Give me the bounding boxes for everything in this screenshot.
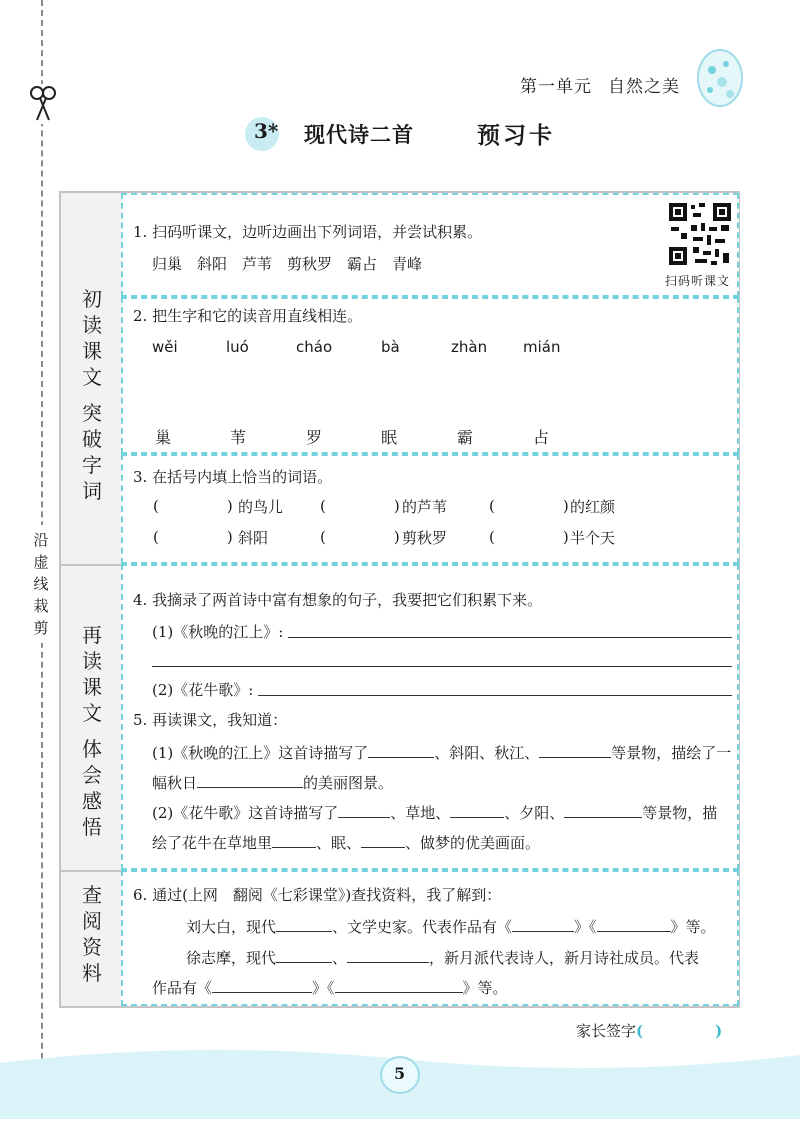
scissors-icon: [28, 84, 58, 124]
answer-blank[interactable]: [361, 831, 405, 848]
hanzi-item: 眠: [381, 428, 398, 447]
question-4-poem-1: (1)《秋晚的江上》:: [152, 623, 284, 641]
answer-blank[interactable]: [338, 801, 390, 818]
question-6-line-2: 徐志摩，现代 、 ，新月派代表诗人，新月诗社成员。代表: [186, 946, 699, 968]
hanzi-item: 霸: [457, 428, 474, 447]
phrase-item: 的红颜: [570, 498, 616, 516]
answer-line[interactable]: [152, 666, 732, 667]
question-1-words: 归巢 斜阳 芦苇 剪秋罗 霸占 青峰: [152, 255, 423, 273]
lesson-title: 现代诗二首: [304, 123, 414, 147]
pinyin-item: cháo: [296, 338, 333, 356]
pinyin-item: wěi: [152, 338, 178, 356]
answer-blank[interactable]: [212, 976, 312, 993]
page-number: 5: [394, 1064, 406, 1083]
answer-blank[interactable]: [335, 976, 463, 993]
answer-line[interactable]: [258, 695, 732, 696]
section-divider: [59, 564, 121, 566]
answer-blank[interactable]: [539, 741, 611, 758]
section-label-second-reading: 再 读 课 文 体 会 感 悟: [82, 623, 102, 839]
phrase-item: 的鸟儿: [238, 498, 284, 516]
answer-blank[interactable]: ( ): [489, 528, 569, 546]
unit-name: 第一单元: [520, 77, 592, 97]
answer-blank[interactable]: [450, 801, 504, 818]
parent-signature-label: 家长签字: [576, 1022, 637, 1040]
question-4-text: 4. 我摘录了两首诗中富有想象的句子，我要把它们积累下来。: [133, 591, 543, 609]
section-label-research: 查 阅 资 料: [82, 883, 102, 985]
hanzi-item: 巢: [155, 428, 172, 447]
question-5-line-2: 幅秋日 的美丽图景。: [152, 771, 393, 793]
answer-line[interactable]: [288, 637, 732, 638]
phrase-item: 斜阳: [238, 529, 269, 547]
answer-blank[interactable]: [347, 946, 429, 963]
answer-blank[interactable]: [276, 915, 332, 932]
question-6-text: 6. 通过(上网 翻阅《七彩课堂》)查找资料，我了解到：: [133, 886, 502, 904]
hanzi-item: 罗: [306, 428, 323, 447]
question-5-line-4: 绘了花牛在草地里 、眠、 、做梦的优美画面。: [152, 831, 540, 853]
hanzi-item: 苇: [230, 428, 247, 447]
section-label-first-reading: 初 读 课 文 突 破 字 词: [82, 287, 102, 503]
qr-code-label: 扫码听课文: [665, 274, 731, 288]
parent-signature[interactable]: 家长签字( ): [576, 1022, 723, 1040]
answer-blank[interactable]: ( ): [320, 497, 400, 515]
answer-blank[interactable]: [597, 915, 671, 932]
question-1-text: 1. 扫码听课文，边听边画出下列词语，并尝试积累。: [133, 223, 483, 241]
question-4-poem-2: (2)《花牛歌》:: [152, 681, 254, 699]
question-5-line-3: (2)《花牛歌》这首诗描写了 、草地、 、夕阳、 等景物，描: [152, 801, 717, 823]
phrase-item: 半个天: [570, 529, 616, 547]
answer-blank[interactable]: ( ): [489, 497, 569, 515]
question-6-line-3: 作品有《 》《 》等。: [152, 976, 508, 998]
pinyin-item: zhàn: [451, 338, 488, 356]
decoration-icon: [692, 44, 748, 114]
answer-blank[interactable]: ( ): [153, 528, 233, 546]
answer-blank[interactable]: [564, 801, 642, 818]
question-6-line-1: 刘大白，现代 、文学史家。代表作品有《 》《 》等。: [186, 915, 716, 937]
question-2-text: 2. 把生字和它的读音用直线相连。: [133, 307, 363, 325]
answer-blank[interactable]: [512, 915, 574, 932]
hanzi-item: 占: [533, 428, 550, 447]
question-3-text: 3. 在括号内填上恰当的词语。: [133, 468, 333, 486]
section-divider: [59, 870, 121, 872]
question-box-1: [121, 193, 739, 297]
answer-blank[interactable]: [272, 831, 316, 848]
cut-instruction: 沿虚线栽剪: [32, 525, 50, 643]
phrase-item: 剪秋罗: [402, 529, 448, 547]
pinyin-item: bà: [381, 338, 400, 356]
answer-blank[interactable]: ( ): [153, 497, 233, 515]
pinyin-item: mián: [523, 338, 561, 356]
unit-header: [520, 72, 680, 97]
unit-theme: 自然之美: [608, 77, 680, 97]
question-5-line-1: (1)《秋晚的江上》这首诗描写了 、斜阳、秋江、 等景物，描绘了一: [152, 741, 731, 763]
answer-blank[interactable]: ( ): [320, 528, 400, 546]
card-title: 预习卡: [477, 123, 555, 149]
pinyin-item: luó: [226, 338, 249, 356]
qr-code-icon[interactable]: [667, 201, 733, 267]
phrase-item: 的芦苇: [402, 498, 448, 516]
answer-blank[interactable]: [368, 741, 434, 758]
question-5-text: 5. 再读课文，我知道：: [133, 711, 288, 729]
answer-blank[interactable]: [197, 771, 303, 788]
answer-blank[interactable]: [276, 946, 332, 963]
lesson-number: 3*: [254, 119, 279, 143]
